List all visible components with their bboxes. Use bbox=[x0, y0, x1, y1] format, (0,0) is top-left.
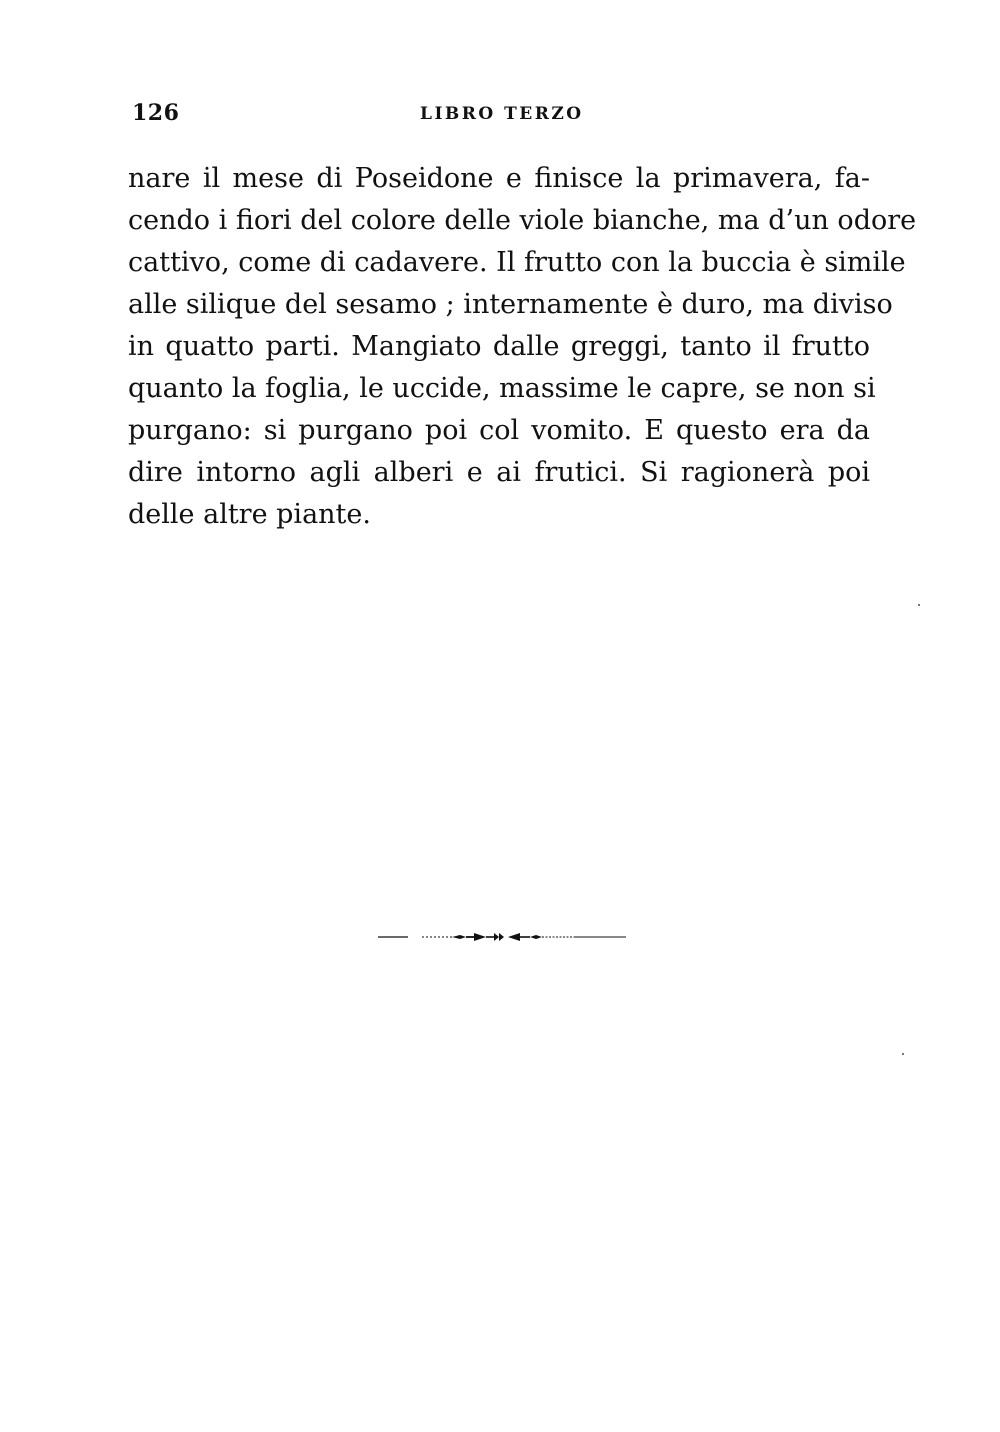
text-line: in quatto parti. Mangiato dalle greggi, tanto il frutto bbox=[128, 331, 870, 362]
running-head: LIBRO TERZO bbox=[420, 104, 584, 124]
body-text bbox=[128, 158, 917, 536]
text-line: quanto la foglia, le uccide, massime le capre, se non si bbox=[128, 373, 876, 404]
text-line: nare il mese di Poseidone e finisce la primavera, fa- bbox=[128, 163, 870, 194]
text-line: dire intorno agli alberi e ai frutici. Si ragionerà poi bbox=[128, 457, 870, 488]
page-header bbox=[132, 100, 872, 134]
page-number: 126 bbox=[132, 100, 180, 126]
paper-speck bbox=[918, 604, 920, 606]
text-line: purgano: si purgano poi col vomito. E questo era da bbox=[128, 415, 870, 446]
text-line: cattivo, come di cadavere. Il frutto con la buccia è simile bbox=[128, 247, 906, 278]
text-line: delle altre piante. bbox=[128, 499, 371, 530]
paper-speck bbox=[902, 1053, 904, 1055]
tailpiece-ornament-icon bbox=[378, 928, 628, 946]
text-line: alle silique del sesamo ; internamente è duro, ma diviso bbox=[128, 289, 893, 320]
text-line: cendo i fiori del colore delle viole bianche, ma d’un odore bbox=[128, 205, 917, 236]
